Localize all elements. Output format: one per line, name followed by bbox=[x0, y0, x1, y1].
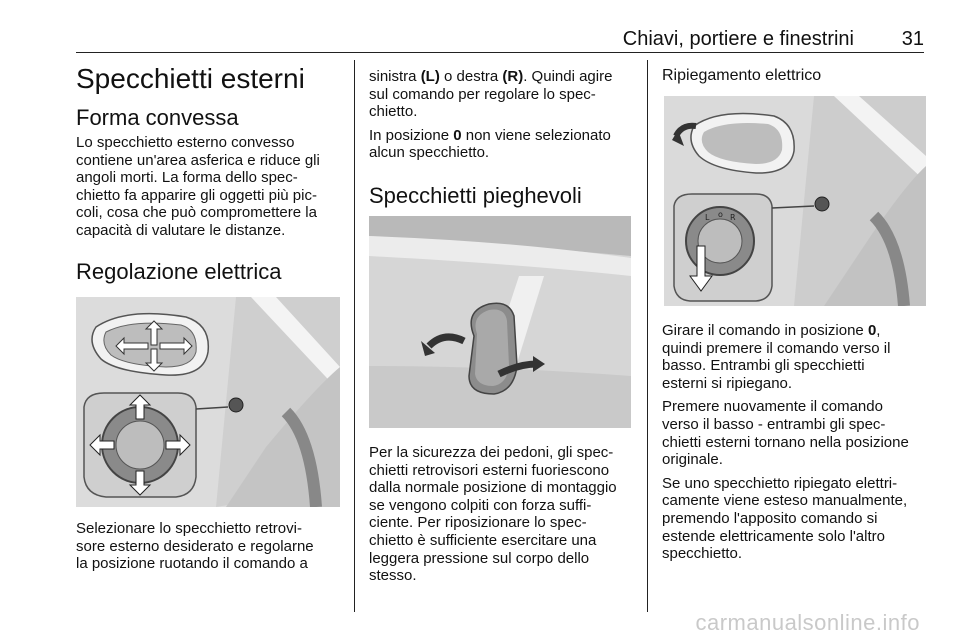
header-rule bbox=[76, 52, 924, 53]
column-1 bbox=[76, 60, 340, 286]
section-title: Specchietti esterni bbox=[76, 63, 305, 94]
chapter-title: Chiavi, portiere e finestrini bbox=[622, 28, 854, 50]
text-line: In posizione 0 non viene selezionato bbox=[369, 126, 611, 144]
text-line: Lo specchietto esterno convesso bbox=[76, 134, 295, 151]
text-line: Per la sicurezza dei pedoni, gli spec- bbox=[369, 444, 614, 461]
column-2 bbox=[369, 68, 633, 210]
electric-folding-illustration bbox=[664, 96, 926, 306]
text-line: originale. bbox=[662, 451, 723, 469]
text-line: verso il basso - entrambi gli spec- bbox=[662, 415, 886, 433]
page-header bbox=[76, 28, 924, 52]
figure-folding-mirror bbox=[369, 216, 631, 428]
watermark: carmanualsonline.info bbox=[695, 610, 920, 635]
text-line: alcun specchietto. bbox=[369, 144, 490, 162]
text-line: contiene un'area asferica e riduce gli bbox=[76, 151, 320, 169]
folding-mirror-illustration bbox=[369, 216, 631, 428]
subsection-title-electric: Regolazione elettrica bbox=[76, 258, 282, 284]
paragraph-unfold bbox=[662, 398, 926, 468]
figure-mirror-adjust bbox=[76, 297, 340, 507]
mirror-adjust-illustration bbox=[76, 297, 340, 507]
text-line: leggera pressione sul corpo dello bbox=[369, 549, 590, 567]
text-line: Premere nuovamente il comando bbox=[662, 398, 883, 416]
knob-letter-R: R bbox=[730, 213, 736, 222]
column-divider-2 bbox=[647, 60, 648, 612]
knob-letter-center: o bbox=[718, 210, 723, 219]
text-line: esterni si ripiegano. bbox=[662, 374, 793, 392]
text-line: ciente. Per riposizionare lo spec- bbox=[369, 514, 587, 532]
paragraph-pedestrian-safety bbox=[369, 444, 633, 585]
text-line: Girare il comando in posizione 0, bbox=[662, 322, 881, 339]
text-line: estende elettricamente solo l'altro bbox=[662, 527, 885, 545]
text-line: camente viene esteso manualmente, bbox=[662, 492, 908, 510]
text-line: Selezionare lo specchietto retrovi- bbox=[76, 520, 302, 537]
text-line: stesso. bbox=[369, 567, 417, 585]
text-line: sinistra (L) o destra (R). Quindi agire bbox=[369, 68, 613, 85]
text-line: coli, cosa che può compromettere la bbox=[76, 204, 317, 222]
paragraph-convex bbox=[76, 134, 340, 240]
paragraph-manual-extend bbox=[662, 475, 926, 563]
page-number: 31 bbox=[901, 28, 924, 50]
column-3-text bbox=[662, 322, 926, 563]
text-line: sore esterno desiderato e regolarne bbox=[76, 537, 314, 555]
subsection-title-convex: Forma convessa bbox=[76, 105, 239, 130]
subsection-title-electric-folding: Ripiegamento elettrico bbox=[662, 67, 822, 84]
text-line: capacità di valutare le distanze. bbox=[76, 221, 286, 239]
text-line: specchietto. bbox=[662, 545, 743, 563]
text-line: se vengono colpiti con forza suffi- bbox=[369, 496, 592, 514]
text-line: chietti esterni tornano nella posizione bbox=[662, 433, 909, 451]
column-3 bbox=[662, 66, 926, 86]
figure-electric-folding bbox=[664, 96, 926, 306]
text-line: chietto è sufficiente esercitare una bbox=[369, 531, 597, 549]
subsection-title-folding: Specchietti pieghevoli bbox=[369, 182, 582, 208]
text-line: la posizione ruotando il comando a bbox=[76, 555, 308, 573]
text-line: angoli morti. La forma dello spec- bbox=[76, 169, 298, 187]
paragraph-select-mirror bbox=[76, 520, 340, 573]
text-line: sul comando per regolare lo spec- bbox=[369, 85, 596, 103]
text-line: quindi premere il comando verso il bbox=[662, 339, 891, 357]
text-line: chietto. bbox=[369, 103, 418, 121]
text-line: chietti retrovisori esterni fuoriescono bbox=[369, 461, 610, 479]
text-line: basso. Entrambi gli specchietti bbox=[662, 357, 865, 375]
column-divider-1 bbox=[354, 60, 355, 612]
text-line: dalla normale posizione di montaggio bbox=[369, 479, 617, 497]
knob-letter-L: L bbox=[705, 213, 710, 222]
text-line: Se uno specchietto ripiegato elettri- bbox=[662, 474, 898, 492]
text-line: chietto fa apparire gli oggetti più pic- bbox=[76, 186, 317, 204]
text-line: premendo l'apposito comando si bbox=[662, 509, 878, 527]
